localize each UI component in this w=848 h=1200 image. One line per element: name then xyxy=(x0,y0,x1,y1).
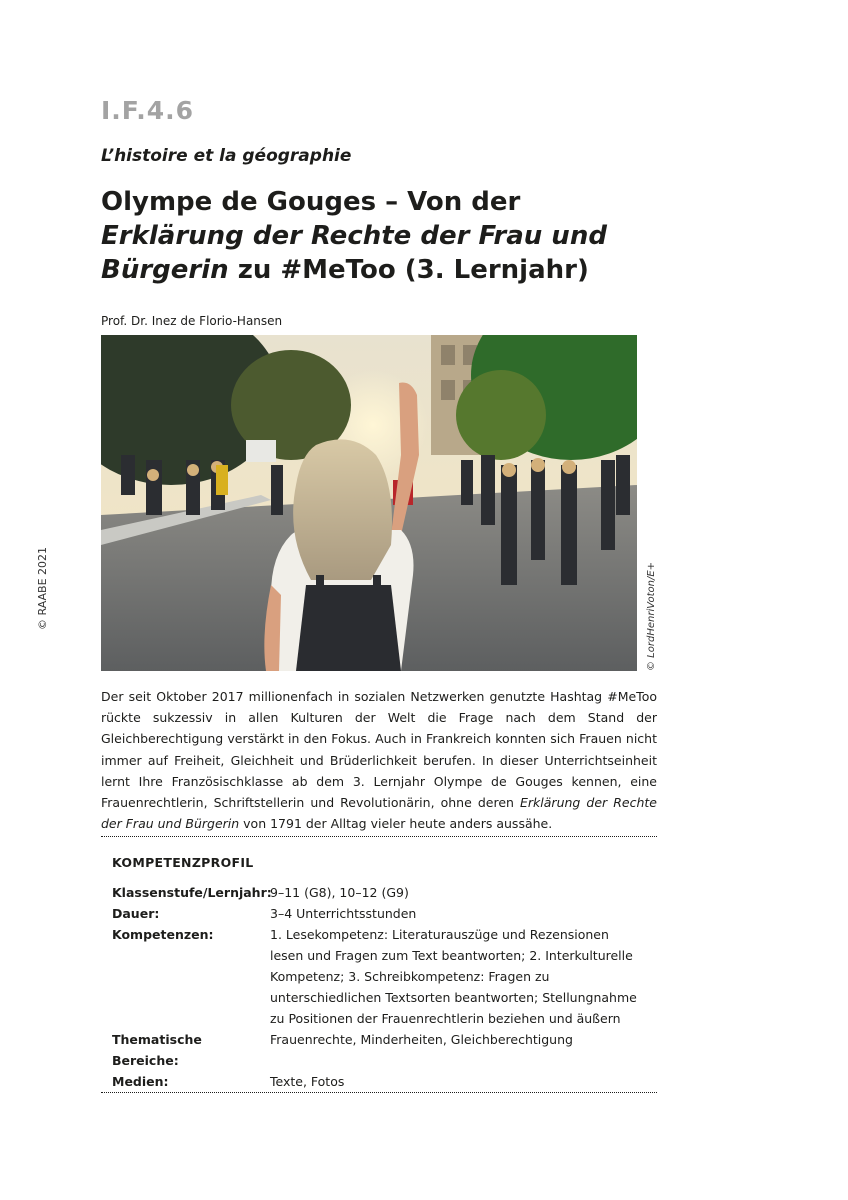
protest-photo xyxy=(101,335,637,671)
profile-value: 9–11 (G8), 10–12 (G9) xyxy=(270,885,409,900)
author: Prof. Dr. Inez de Florio-Hansen xyxy=(101,314,283,328)
profile-label: Medien: xyxy=(112,1074,169,1089)
divider-bottom xyxy=(101,1092,657,1093)
title-part-1: Olympe de Gouges – Von der xyxy=(101,187,521,217)
divider-top xyxy=(101,836,657,837)
profile-heading: KOMPETENZPROFIL xyxy=(112,855,254,870)
title-italic: Erklärung der Rechte der Frau und Bürgerin xyxy=(101,221,607,285)
profile-row xyxy=(112,924,652,1029)
profile-label: Thematische Bereiche: xyxy=(112,1032,202,1068)
photo-credit: © LordHenriVoton/E+ xyxy=(646,561,657,671)
photo-illustration xyxy=(101,335,637,671)
profile-row xyxy=(112,1071,652,1092)
profile-row xyxy=(112,903,652,924)
intro-italic: Erklärung der Rechte der Frau und Bürgerin xyxy=(101,795,657,832)
intro-paragraph xyxy=(101,686,657,834)
title-part-2: zu #MeToo (3. Lernjahr) xyxy=(228,255,589,285)
profile-row xyxy=(112,882,652,903)
profile-label: Kompetenzen: xyxy=(112,927,214,942)
side-copyright: © RAABE 2021 xyxy=(36,546,49,630)
intro-text-2: von 1791 der Alltag vieler heute anders aussähe. xyxy=(239,816,553,832)
profile-value: Texte, Fotos xyxy=(270,1074,345,1089)
intro-text-1: Der seit Oktober 2017 millionenfach in sozialen Netzwerken genutzte Hashtag #MeToo rückte sukzessiv in allen Kulturen der Welt die Frage nach dem Stand der Gleichberechtigung verstärkt in den Fokus. Auch in Frankreich konnten sich Frauen nicht immer auf Freiheit, Gleichheit und Brüderlichkeit berufen. In dieser Unterrichtseinheit lernt Ihre Französischklasse ab dem 3. Lernjahr Olympe de Gouges kennen, eine Frauenrechtlerin, Schriftstellerin und Revolutionärin, ohne deren xyxy=(101,689,657,811)
profile-label: Dauer: xyxy=(112,906,160,921)
profile-value: 1. Lesekompetenz: Literaturauszüge und Rezensionen lesen und Fragen zum Text beantworten; 2. Interkulturelle Kompetenz; 3. Schreibkompetenz: Fragen zu unterschiedlichen Textsorten beantworten; Stellungnahme zu Positionen der Frauenrechtlerin beziehen und äußern xyxy=(270,927,637,1026)
page-title xyxy=(101,185,661,287)
profile-value: 3–4 Unterrichtsstunden xyxy=(270,906,417,921)
subject-line: L’histoire et la géographie xyxy=(101,146,352,166)
profile-value: Frauenrechte, Minderheiten, Gleichberechtigung xyxy=(270,1032,573,1047)
profile-label: Klassenstufe/Lernjahr: xyxy=(112,885,272,900)
profile-row xyxy=(112,1029,652,1071)
competence-profile xyxy=(112,882,652,1092)
unit-code: I.F.4.6 xyxy=(101,96,194,125)
